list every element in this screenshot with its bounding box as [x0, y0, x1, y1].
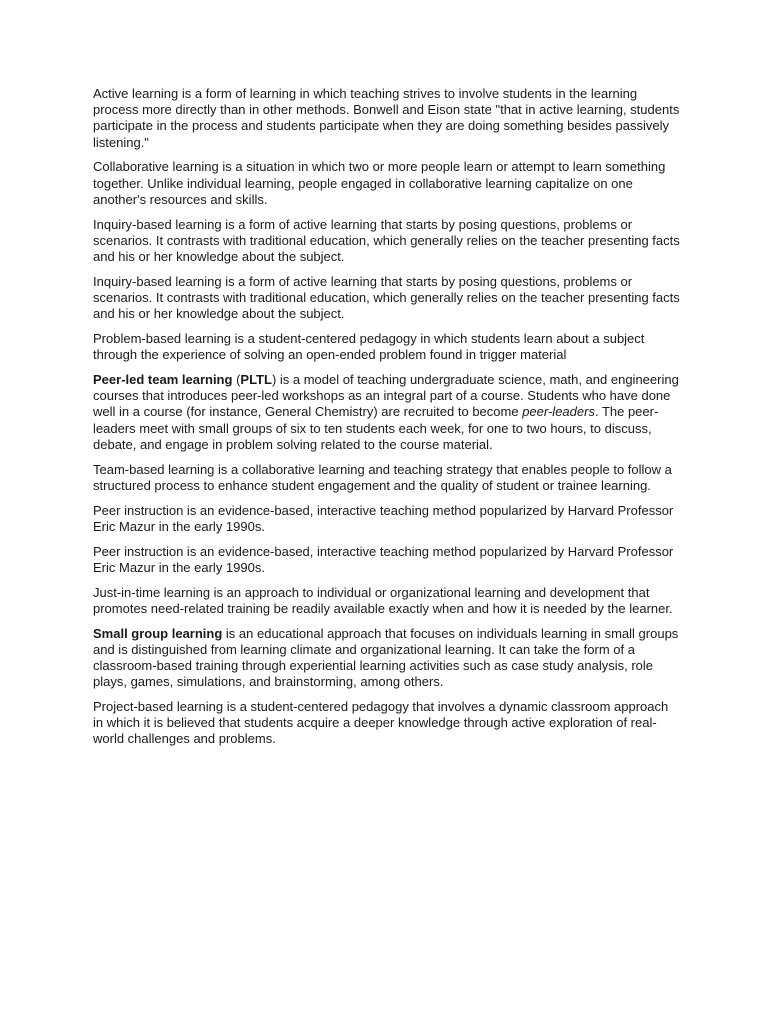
paragraph-project-based-learning: Project-based learning is a student-centered pedagogy that involves a dynamic classroom approach in which it is believed that students acquire a deeper knowledge through active exploration of real-world challenges and problems. [93, 699, 669, 747]
pltl-open-paren: ( [232, 372, 241, 388]
paragraph-inquiry-based-learning-repeat: Inquiry-based learning is a form of active learning that starts by posing questions, problems or scenarios. It contrasts with traditional education, which generally relies on the teacher presenting facts and his or her knowledge about the subject. [93, 273, 680, 322]
pltl-abbreviation: PLTL [240, 372, 272, 388]
pltl-term: Peer-led team learning [93, 372, 233, 388]
paragraph-team-based-learning: Team-based learning is a collaborative learning and teaching strategy that enables people to follow a structured process to enhance student engagement and the quality of student or trainee learning. [93, 461, 672, 493]
paragraph-active-learning: Active learning is a form of learning in which teaching strives to involve students in the learning process more directly than in other methods. Bonwell and Eison state "that in active learning, students participate in the process and students participate when they are doing something besides passively listening." [93, 86, 680, 150]
pltl-text-a: ) is a model of teaching undergraduate science, math, and engineering courses that introduces peer-led workshops as an integral part of a course. Students who have done well in a course (for instance, General Chemistry) are recruited to become [93, 372, 679, 420]
paragraph-small-group-learning [93, 626, 680, 691]
paragraph-peer-led-team-learning [93, 372, 680, 453]
paragraph-collaborative-learning: Collaborative learning is a situation in which two or more people learn or attempt to learn something together. Unlike individual learning, people engaged in collaborative learning capitalize on one another's resources and skills. [93, 159, 666, 207]
small-group-text: is an educational approach that focuses on individuals learning in small groups and is distinguished from learning climate and organizational learning. It can take the form of a classroom-based training through experiential learning activities such as case study analysis, role plays, games, simulations, and brainstorming, among others. [93, 625, 679, 690]
paragraph-just-in-time-learning: Just-in-time learning is an approach to individual or organizational learning and development that promotes need-related training be readily available exactly when and how it is needed by the learner. [93, 584, 673, 616]
paragraph-inquiry-based-learning: Inquiry-based learning is a form of active learning that starts by posing questions, problems or scenarios. It contrasts with traditional education, which generally relies on the teacher presenting facts and his or her knowledge about the subject. [93, 216, 680, 265]
pltl-italic-term: peer-leaders [522, 404, 595, 420]
paragraph-peer-instruction-repeat: Peer instruction is an evidence-based, interactive teaching method popularized by Harvard Professor Eric Mazur in the early 1990s. [93, 543, 674, 575]
pltl-text-b: . The peer-leaders meet with small groups of six to ten students each week, for one to two hours, to discuss, debate, and engage in problem solving related to the course material. [93, 404, 659, 452]
paragraph-peer-instruction: Peer instruction is an evidence-based, interactive teaching method popularized by Harvard Professor Eric Mazur in the early 1990s. [93, 502, 674, 534]
small-group-term: Small group learning [93, 625, 223, 641]
paragraph-problem-based-learning: Problem-based learning is a student-centered pedagogy in which students learn about a subject through the experience of solving an open-ended problem found in trigger material [93, 331, 645, 363]
